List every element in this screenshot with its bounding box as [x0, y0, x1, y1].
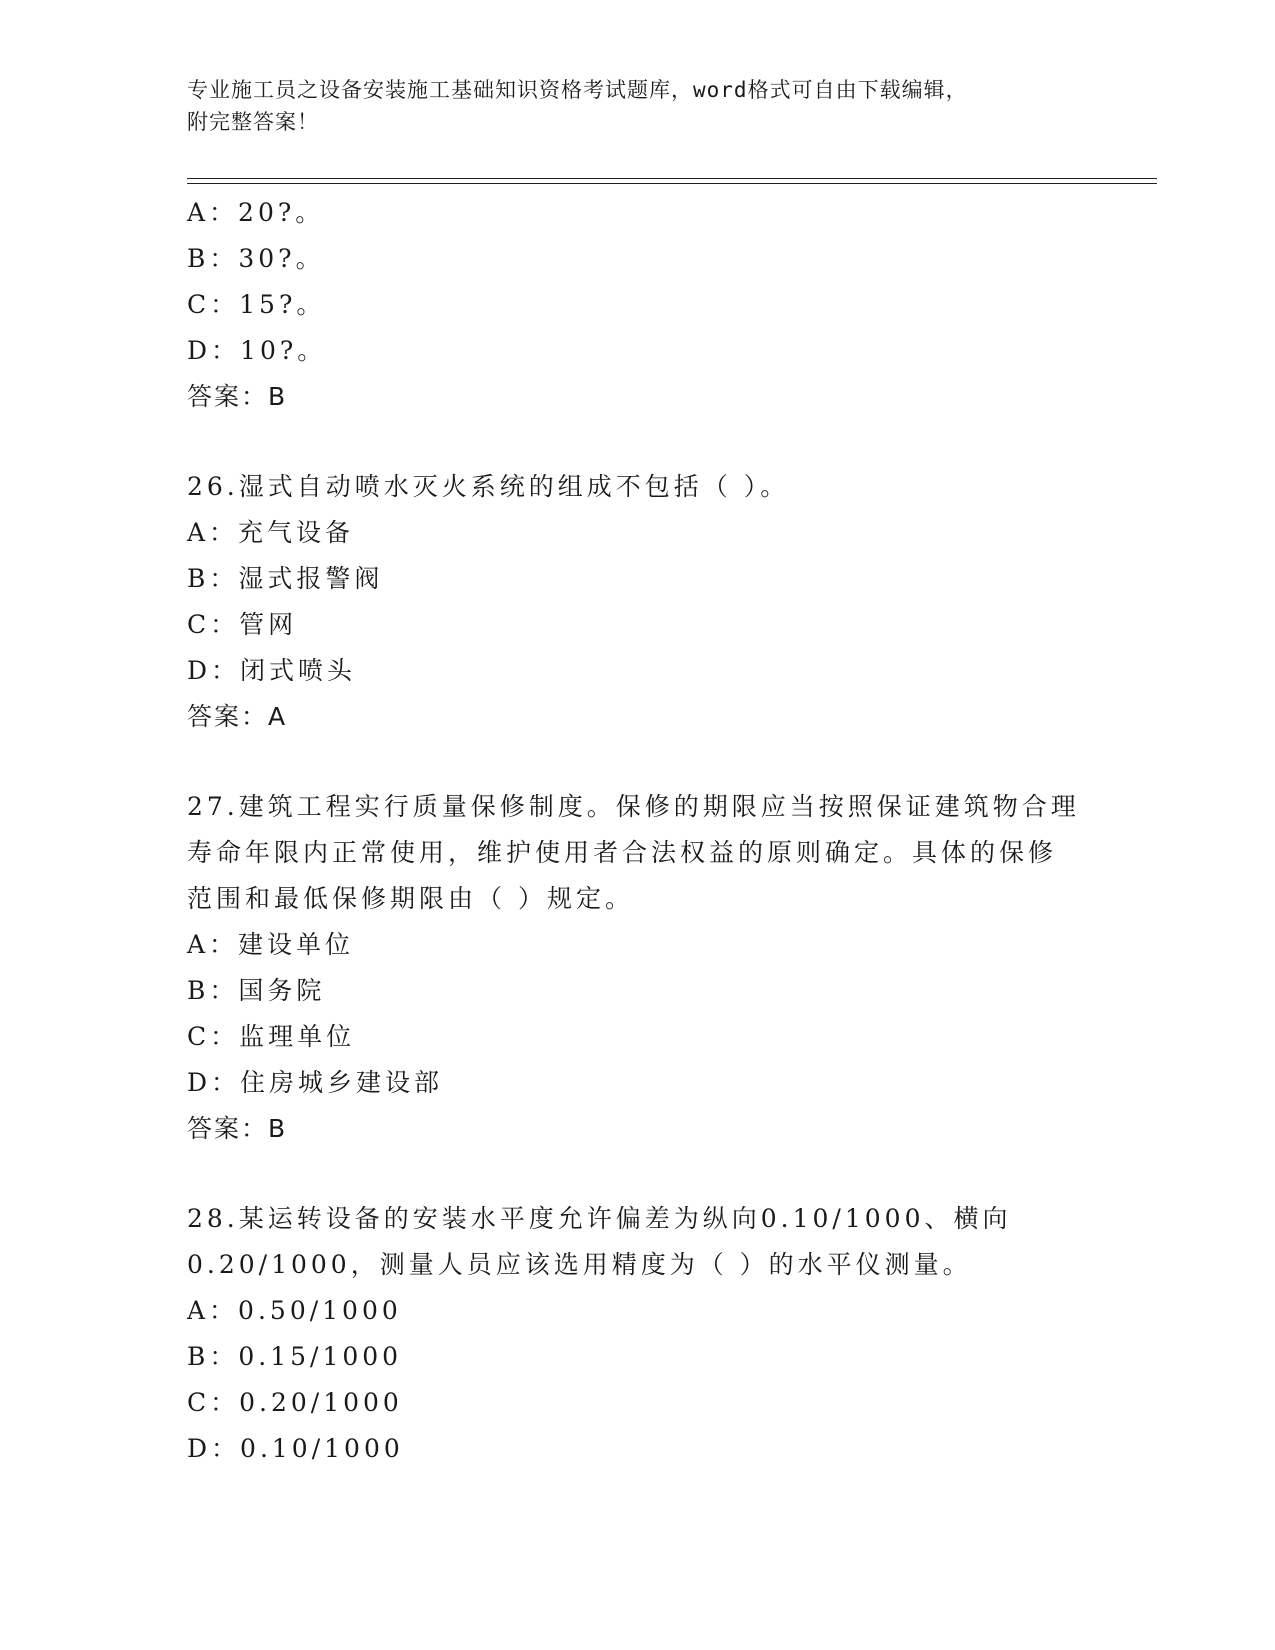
option-b: B：湿式报警阀	[187, 564, 384, 593]
question-27	[187, 784, 1087, 1152]
option-a: A：20?。	[187, 198, 325, 227]
option-b: B：30?。	[187, 244, 325, 273]
question-stem-line: 0.20/1000，测量人员应该选用精度为（ ）的水平仪测量。	[187, 1250, 972, 1279]
answer: 答案：A	[187, 702, 288, 731]
option-c: C：监理单位	[187, 1022, 356, 1051]
question-28	[187, 1196, 1087, 1472]
question-stem-line: 范围和最低保修期限由（ ）规定。	[187, 884, 634, 913]
option-d: D：0.10/1000	[187, 1434, 404, 1463]
answer: 答案：B	[187, 1114, 288, 1143]
question-stem	[187, 1196, 1087, 1288]
question-stem-line: 28.某运转设备的安装水平度允许偏差为纵向0.10/1000、横向	[187, 1204, 1012, 1233]
question-26	[187, 464, 1087, 740]
option-c: C：0.20/1000	[187, 1388, 403, 1417]
option-a: A：建设单位	[187, 930, 355, 959]
header-line-2: 附完整答案！	[187, 110, 319, 134]
answer: 答案：B	[187, 382, 288, 411]
option-d: D：住房城乡建设部	[187, 1068, 444, 1097]
question-stem	[187, 784, 1087, 922]
question-stem-line: 27.建筑工程实行质量保修制度。保修的期限应当按照保证建筑物合理	[187, 792, 1080, 821]
header-divider-top	[187, 178, 1157, 179]
question-25	[187, 190, 1087, 420]
option-a: A：充气设备	[187, 518, 355, 547]
header-divider-bottom	[187, 183, 1157, 184]
question-stem-line: 26.湿式自动喷水灭火系统的组成不包括（ ）。	[187, 472, 790, 501]
option-c: C：15?。	[187, 290, 326, 319]
option-b: B：0.15/1000	[187, 1342, 403, 1371]
option-c: C：管网	[187, 610, 298, 639]
option-d: D：10?。	[187, 336, 327, 365]
question-list	[187, 190, 1087, 1472]
header-line-1: 专业施工员之设备安装施工基础知识资格考试题库，word格式可自由下载编辑，	[187, 78, 968, 102]
question-stem-line: 寿命年限内正常使用，维护使用者合法权益的原则确定。具体的保修	[187, 838, 1058, 867]
option-b: B：国务院	[187, 976, 326, 1005]
option-d: D：闭式喷头	[187, 656, 357, 685]
option-a: A：0.50/1000	[187, 1296, 402, 1325]
question-stem	[187, 464, 1087, 510]
document-header	[187, 74, 1067, 138]
